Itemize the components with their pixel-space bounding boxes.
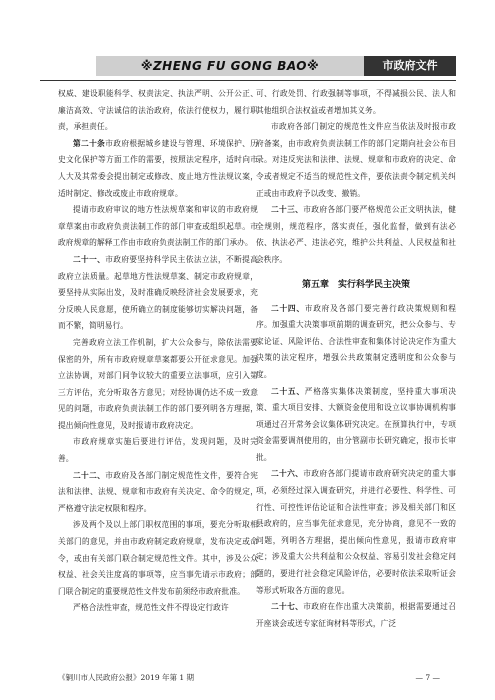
paragraph-text: 市政府及各部门要完善行政决策规则和程序。加强重大决策事项前期的调查研究，把公众参与、专家论证、风险评估、合法性审查和集体讨论决定作为重大决策的法定程序，增强公共政策制定透明度和公众参与度。	[256, 303, 456, 379]
article-number: 二十四、	[271, 303, 305, 313]
paragraph-text: 市政府根据城乡建设与管理、环境保护、历史文化保护等方面工作的需要，按照法定程序，适时向市人大及其常委会提出制定或修改、废止地方性法规议案，适时制定、修改或废止市政府规章。	[58, 138, 258, 198]
paragraph-text: 严格合法性审查，规范性文件不得设定行政许	[73, 603, 229, 613]
paragraph	[58, 86, 258, 136]
header-rule	[40, 80, 456, 81]
paragraph	[58, 252, 258, 335]
paragraph-text: 涉及两个及以上部门职权范围的事项，要充分听取相关部门的意见，并由市政府制定政府规章，发布决定或命令，或由有关部门联合制定规范性文件。其中，涉及公众权益、社会关注度高的事项等，应当事先请示市政府；部门联合制定的重要规范性文件发布前须经市政府批准。	[58, 520, 258, 596]
article-number: 二十一、	[73, 254, 106, 264]
paragraph	[58, 335, 258, 435]
paragraph-text: 市政府规章实施后要进行评估，发现问题，及时完善。	[58, 437, 258, 464]
page-number: — 7 —	[415, 673, 440, 682]
paragraph-text: 完善政府立法工作机制，扩大公众参与，除依法需要保密的外，所有市政府规章草案都要公开征求意见。加强立法协调，对部门间争议较大的重要立法事项，应引入第三方评估，充分听取各方意见；对经协调仍达不成一致意见的问题，市政府负责法制工作的部门要列明各方理据，提出倾向性意见，及时报请市政府决定。	[58, 337, 258, 430]
article-number: 第二十条	[73, 138, 106, 148]
paragraph	[58, 517, 258, 600]
paragraph	[256, 599, 456, 632]
paragraph-text: 可、行政处罚、行政强制等事项，不得减损公民、法人和其他组织合法权益或者增加其义务。	[256, 89, 456, 115]
article-number: 二十二、	[73, 470, 106, 480]
paragraph-text: 权威、建设职能科学、权责法定、执法严明、公开公正、廉洁高效、守法诚信的法治政府，依法行使权力，履行职责，承担责任。	[58, 89, 258, 132]
paragraph	[58, 600, 258, 617]
left-column	[58, 86, 258, 617]
paragraph	[58, 202, 258, 252]
article-number: 二十七、	[271, 602, 304, 612]
paragraph	[256, 466, 456, 599]
paragraph	[256, 384, 456, 467]
paragraph	[58, 434, 258, 467]
paragraph	[256, 301, 456, 384]
paragraph-text: 提请市政府审议的地方性法规草案和审议的市政府规章草案由市政府负责法制工作的部门审查或组织起草。市政府规章的解释工作由市政府负责法制工作的部门承办。	[58, 205, 258, 248]
paragraph-text: 严格落实集体决策制度，坚持重大事项决策、重大项目安排、大额资金使用和设立议事协调机构事项通过召开常务会议集体研究决定。在预算执行中，专项资金需要调剂使用的，由分管副市长研究确定，报市长审批。	[256, 386, 456, 462]
paragraph-text: 市政府在作出重大决策前，根据需要通过召开座谈会或送专家征询材料等形式，广泛	[256, 602, 456, 628]
page-header	[0, 0, 495, 90]
paragraph	[256, 86, 456, 119]
paragraph-text: 市政府各部门制定的规范性文件应当依法及时报市政府备案，由市政府负责法制工作的部门定期向社会公布目录。对违反宪法和法律、法规、规章和市政府的决定、命令或者规定不适当的规范性文件，要依法责令制定机关纠正或由市政府予以改变、撤销。	[256, 122, 456, 198]
paragraph-text: 市政府及各部门制定规范性文件，要符合宪法和法律、法规、规章和市政府有关决定、命令的规定，严格遵守法定权限和程序。	[58, 470, 258, 513]
paragraph	[256, 119, 456, 202]
paragraph-text: 市政府各部门要严格规范公正文明执法，健全规则，规范程序，落实责任，强化监督，做到有法必依、执法必严、违法必究，维护公共利益、人民权益和社会秩序。	[256, 205, 456, 264]
paragraph-text: 市政府要坚持科学民主依法立法，不断提高政府立法质量。起草地方性法规草案、制定市政府规章，要坚持从实际出发，及时准确反映经济社会发展要求，充分反映人民意愿，使所确立的制度能够切实解决问题，备而不繁，简明易行。	[58, 254, 258, 331]
page-footer	[40, 670, 456, 686]
article-number: 二十五、	[271, 386, 305, 396]
section-label: 市政府文件	[364, 56, 456, 76]
paragraph	[256, 202, 456, 268]
paragraph	[58, 468, 258, 518]
gazette-title: ※ZHENG FU GONG BAO※	[140, 59, 320, 73]
article-number: 二十三、	[271, 205, 304, 215]
publication-info: 《铜川市人民政府公报》2019 年第 1 期	[58, 673, 195, 682]
right-column	[256, 86, 456, 632]
paragraph-text: 市政府各部门提请市政府研究决定的重大事项，必须经过深入调查研究，并进行必要性、科学性、可行性、可控性评估论证和合法性审查；涉及相关部门和区县政府的，应当事先征求意见，充分协商，意见不一致的问题，列明各方理据，提出倾向性意见，报请市政府审定；涉及重大公共利益和公众权益、容易引发社会稳定问题的，要进行社会稳定风险评估，必要时依法采取听证会等形式听取各方面的意见。	[256, 469, 456, 595]
chapter-heading: 第五章 实行科学民主决策	[301, 279, 410, 290]
paragraph	[58, 136, 258, 202]
article-number: 二十六、	[271, 469, 304, 479]
